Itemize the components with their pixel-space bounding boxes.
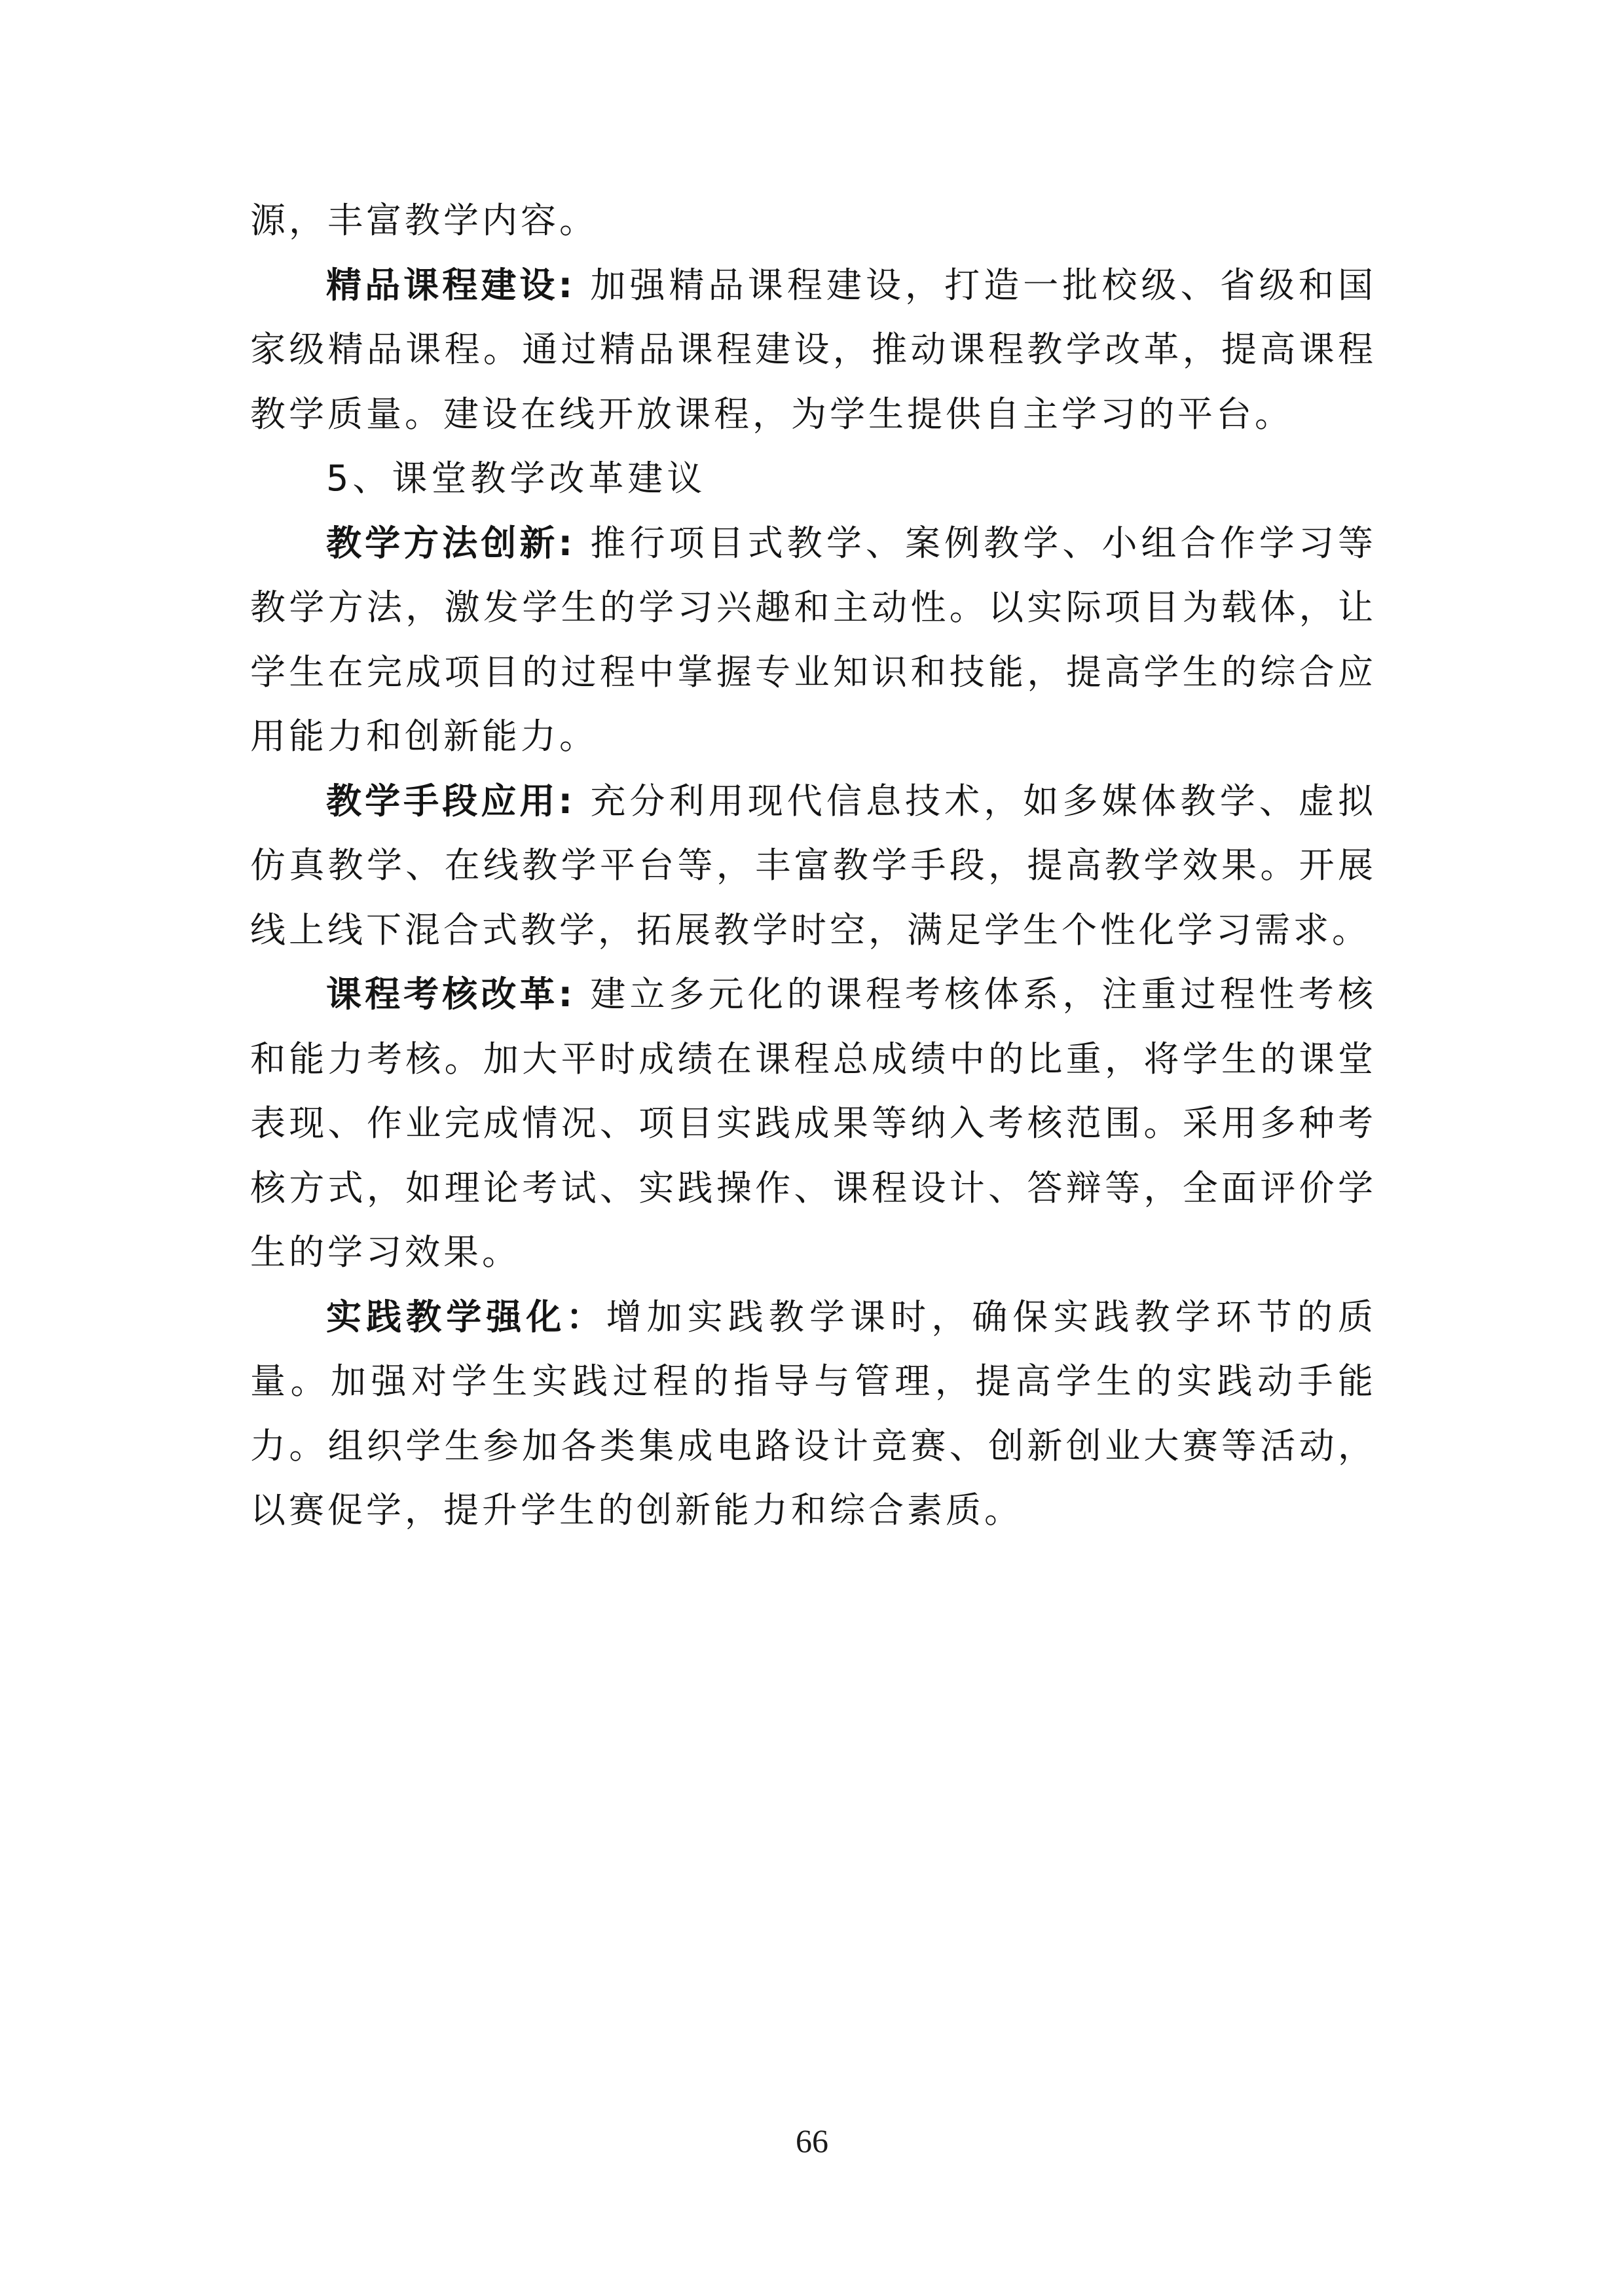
paragraph-lead: 教学方法创新: xyxy=(326,522,576,564)
paragraph-teaching-methods xyxy=(250,511,1376,769)
paragraph-text: 充分利用现代信息技术，如多媒体教学、虚拟仿真教学、在线教学平台等，丰富教学手段，提高教学效果。开展线上线下混合式教学，拓展教学时空，满足学生个性化学习需求。 xyxy=(250,780,1376,951)
paragraph-lead: 课程考核改革: xyxy=(326,974,576,1015)
paragraph-lead: 精品课程建设: xyxy=(326,264,576,306)
paragraph-text: 增加实践教学课时，确保实践教学环节的质量。加强对学生实践过程的指导与管理，提高学生的实践动手能力。组织学生参加各类集成电路设计竞赛、创新创业大赛等活动，以赛促学，提升学生的创新能力和综合素质。 xyxy=(250,1296,1377,1531)
paragraph-text: 源，丰富教学内容。 xyxy=(250,200,598,241)
paragraph-lead: 实践教学强化： xyxy=(326,1296,606,1338)
paragraph-quality-courses xyxy=(250,253,1376,447)
paragraph-text: 加强精品课程建设，打造一批校级、省级和国家级精品课程。通过精品课程建设，推动课程教学改革，提高课程教学质量。建设在线开放课程，为学生提供自主学习的平台。 xyxy=(250,264,1376,435)
paragraph-assessment-reform xyxy=(250,962,1376,1285)
paragraph-continuation xyxy=(250,189,1376,253)
paragraph-teaching-means xyxy=(250,769,1376,963)
paragraph-text: 推行项目式教学、案例教学、小组合作学习等教学方法，激发学生的学习兴趣和主动性。以实际项目为载体，让学生在完成项目的过程中掌握专业知识和技能，提高学生的综合应用能力和创新能力。 xyxy=(250,522,1376,757)
paragraph-practice-teaching xyxy=(250,1285,1376,1543)
body-text xyxy=(250,189,1376,1543)
page-number: 66 xyxy=(796,2123,828,2159)
paragraph-text: 建立多元化的课程考核体系，注重过程性考核和能力考核。加大平时成绩在课程总成绩中的比重，将学生的课堂表现、作业完成情况、项目实践成果等纳入考核范围。采用多种考核方式，如理论考试、实践操作、课程设计、答辩等，全面评价学生的学习效果。 xyxy=(250,974,1376,1273)
section-heading: 5、课堂教学改革建议 xyxy=(326,458,707,499)
paragraph-lead: 教学手段应用: xyxy=(326,780,576,822)
